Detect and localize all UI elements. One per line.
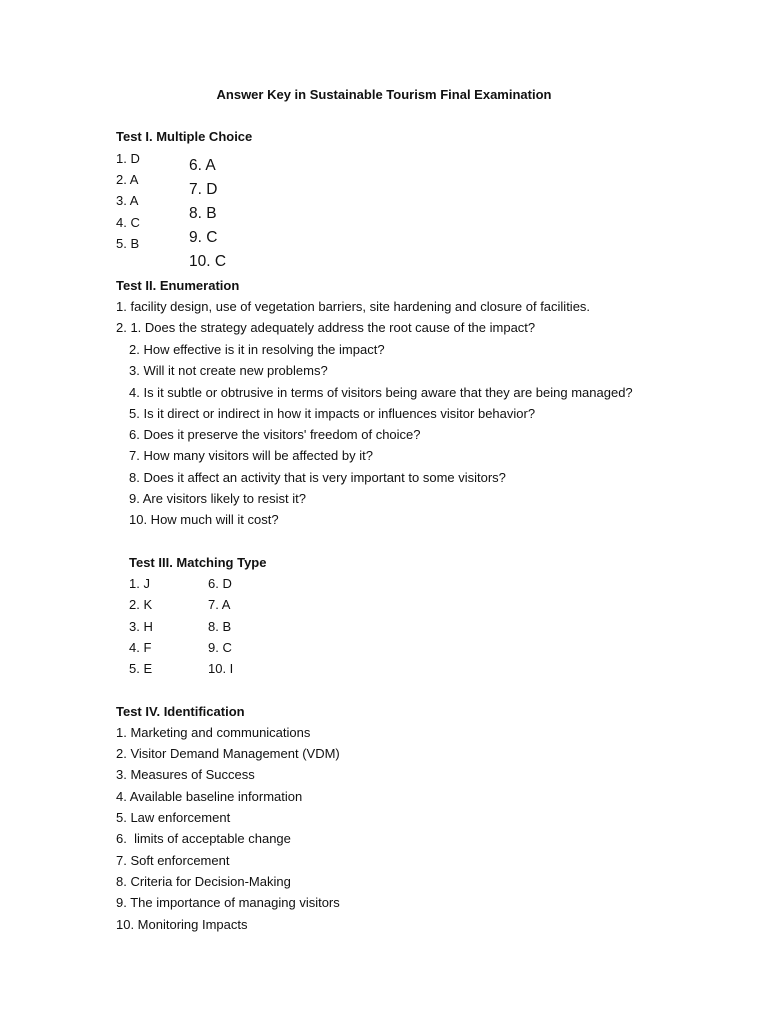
test4-item: 9. The importance of managing visitors xyxy=(116,895,340,910)
test4-item: 3. Measures of Success xyxy=(116,767,255,782)
test4-heading: Test IV. Identification xyxy=(116,704,245,719)
test4-item: 7. Soft enforcement xyxy=(116,853,230,868)
test3-answer: 9. C xyxy=(208,640,232,655)
test4-item: 5. Law enforcement xyxy=(116,810,231,825)
test1-answer: 10. C xyxy=(189,253,227,270)
test3-answer: 2. K xyxy=(129,597,153,612)
test1-answer: 1. D xyxy=(116,151,140,166)
test3-answer: 1. J xyxy=(129,576,150,591)
test3-answer: 8. B xyxy=(208,619,232,634)
test1-heading: Test I. Multiple Choice xyxy=(116,129,253,144)
test2-item: 1. facility design, use of vegetation barriers, site hardening and closure of facilities. xyxy=(116,299,591,314)
test1-answer: 9. C xyxy=(189,229,218,246)
test2-subitem: 7. How many visitors will be affected by it? xyxy=(129,448,373,463)
test1-answer: 7. D xyxy=(189,181,218,198)
test4-item: 10. Monitoring Impacts xyxy=(116,917,248,932)
test1-answer: 2. A xyxy=(116,172,139,187)
test2-subitem: 9. Are visitors likely to resist it? xyxy=(129,491,306,506)
test2-subitem: 10. How much will it cost? xyxy=(129,512,279,527)
test2-item: 2. 1. Does the strategy adequately address the root cause of the impact? xyxy=(116,320,536,335)
test2-subitem: 2. How effective is it in resolving the impact? xyxy=(129,342,385,357)
test3-answer: 4. F xyxy=(129,640,152,655)
test4-item: 8. Criteria for Decision-Making xyxy=(116,874,291,889)
test1-answer: 3. A xyxy=(116,193,139,208)
test2-subitem: 8. Does it affect an activity that is very important to some visitors? xyxy=(129,470,506,485)
test2-subitem: 5. Is it direct or indirect in how it impacts or influences visitor behavior? xyxy=(129,406,536,421)
test4-item: 2. Visitor Demand Management (VDM) xyxy=(116,746,340,761)
test3-answer: 5. E xyxy=(129,661,153,676)
test4-item: 1. Marketing and communications xyxy=(116,725,311,740)
test3-answer: 7. A xyxy=(208,597,231,612)
test4-item: 6. limits of acceptable change xyxy=(116,831,291,846)
test4-item: 4. Available baseline information xyxy=(116,789,303,804)
test1-answer: 5. B xyxy=(116,236,140,251)
test1-answer: 6. A xyxy=(189,157,216,174)
test1-answer: 4. C xyxy=(116,215,140,230)
test3-answer: 10. I xyxy=(208,661,234,676)
document-title: Answer Key in Sustainable Tourism Final Examination xyxy=(216,87,552,102)
test3-answer: 3. H xyxy=(129,619,153,634)
test3-answer: 6. D xyxy=(208,576,232,591)
test2-subitem: 6. Does it preserve the visitors' freedom of choice? xyxy=(129,427,421,442)
test3-heading: Test III. Matching Type xyxy=(129,555,267,570)
test2-subitem: 4. Is it subtle or obtrusive in terms of visitors being aware that they are being managed? xyxy=(129,385,633,400)
test2-heading: Test II. Enumeration xyxy=(116,278,240,293)
test2-subitem: 3. Will it not create new problems? xyxy=(129,363,328,378)
test1-answer: 8. B xyxy=(189,205,217,222)
